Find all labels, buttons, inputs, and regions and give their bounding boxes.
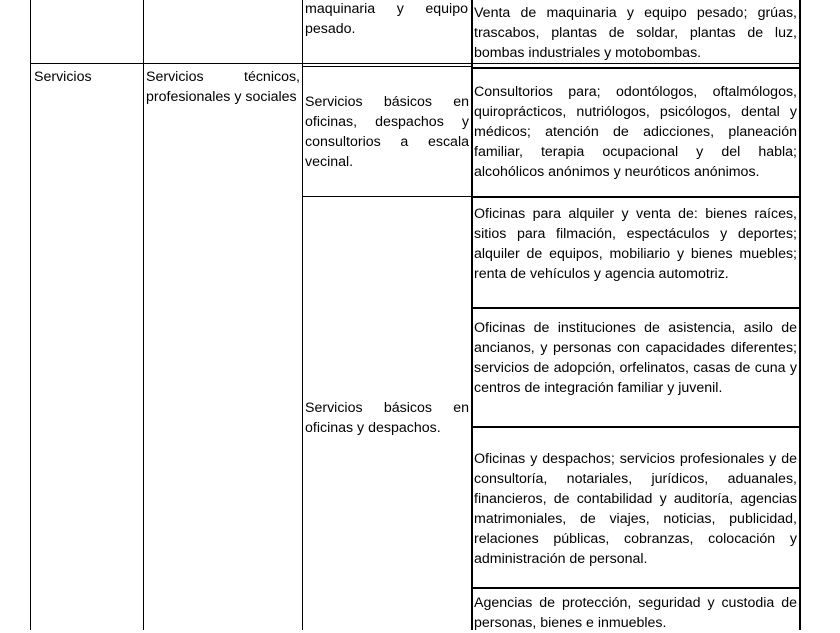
grid-line-col1-col2 [143,0,144,630]
item-separator-2 [471,426,801,428]
grid-line-left-edge [30,0,31,630]
cell-equipment-description: Venta de maquinaria y equipo pesado; grúas, trascabos, plantas de soldar, plantas de luz, bombas industriales y motobombas. [474,5,797,61]
row-separator-col4-start [471,67,801,69]
cell-servicios-subtype: Servicios técnicos, profesionales y sociales [146,69,300,105]
cell-basic-services-neighborhood: Servicios básicos en oficinas, despachos y consultorios a escala vecinal. [305,94,469,170]
group-separator-col3 [302,196,472,197]
list-item: Oficinas y despachos; servicios profesionales y de consultoría, notariales, jurídicos, aduanales, financieros, de contabilidad y auditoría, agencias matrimoniales, de viajes, noticias, publicidad, relaciones públicas, cobranzas, colocación y administración de personal. [474,451,797,567]
grid-line-right-edge [799,0,801,630]
row-separator-top [30,63,801,64]
row-separator-col3-start [302,66,473,67]
grid-line-col3-col4 [471,0,473,630]
list-item: Oficinas para alquiler y venta de: bienes raíces, sitios para filmación, espectáculos y deportes; alquiler de equipos, mobiliario y bienes muebles; renta de vehículos y agencia automotriz. [474,206,797,282]
cell-equipment-category: maquinaria y equipo pesado. [305,1,468,37]
grid-line-col2-col3 [302,0,303,630]
cell-consultorios-description: Consultorios para; odontólogos, oftalmólogos, quiroprácticos, nutriólogos, psicólogos, dental y médicos; atención de adicciones, planeación familiar, terapia ocupacional y del habla; alcohólicos anónimos y neuróticos anónimos. [474,84,797,180]
cell-basic-services-offices: Servicios básicos en oficinas y despachos. [305,400,469,436]
list-item: Agencias de protección, seguridad y custodia de personas, bienes e inmuebles. [474,595,797,631]
cell-servicios-type: Servicios [34,69,92,85]
group-separator-col4 [471,196,801,198]
item-separator-3 [471,587,801,589]
list-item: Oficinas de instituciones de asistencia, asilo de ancianos, y personas con capacidades diferentes; servicios de adopción, orfelinatos, casas de cuna y centros de integración familiar y juvenil. [474,320,797,396]
item-separator-1 [471,307,801,309]
